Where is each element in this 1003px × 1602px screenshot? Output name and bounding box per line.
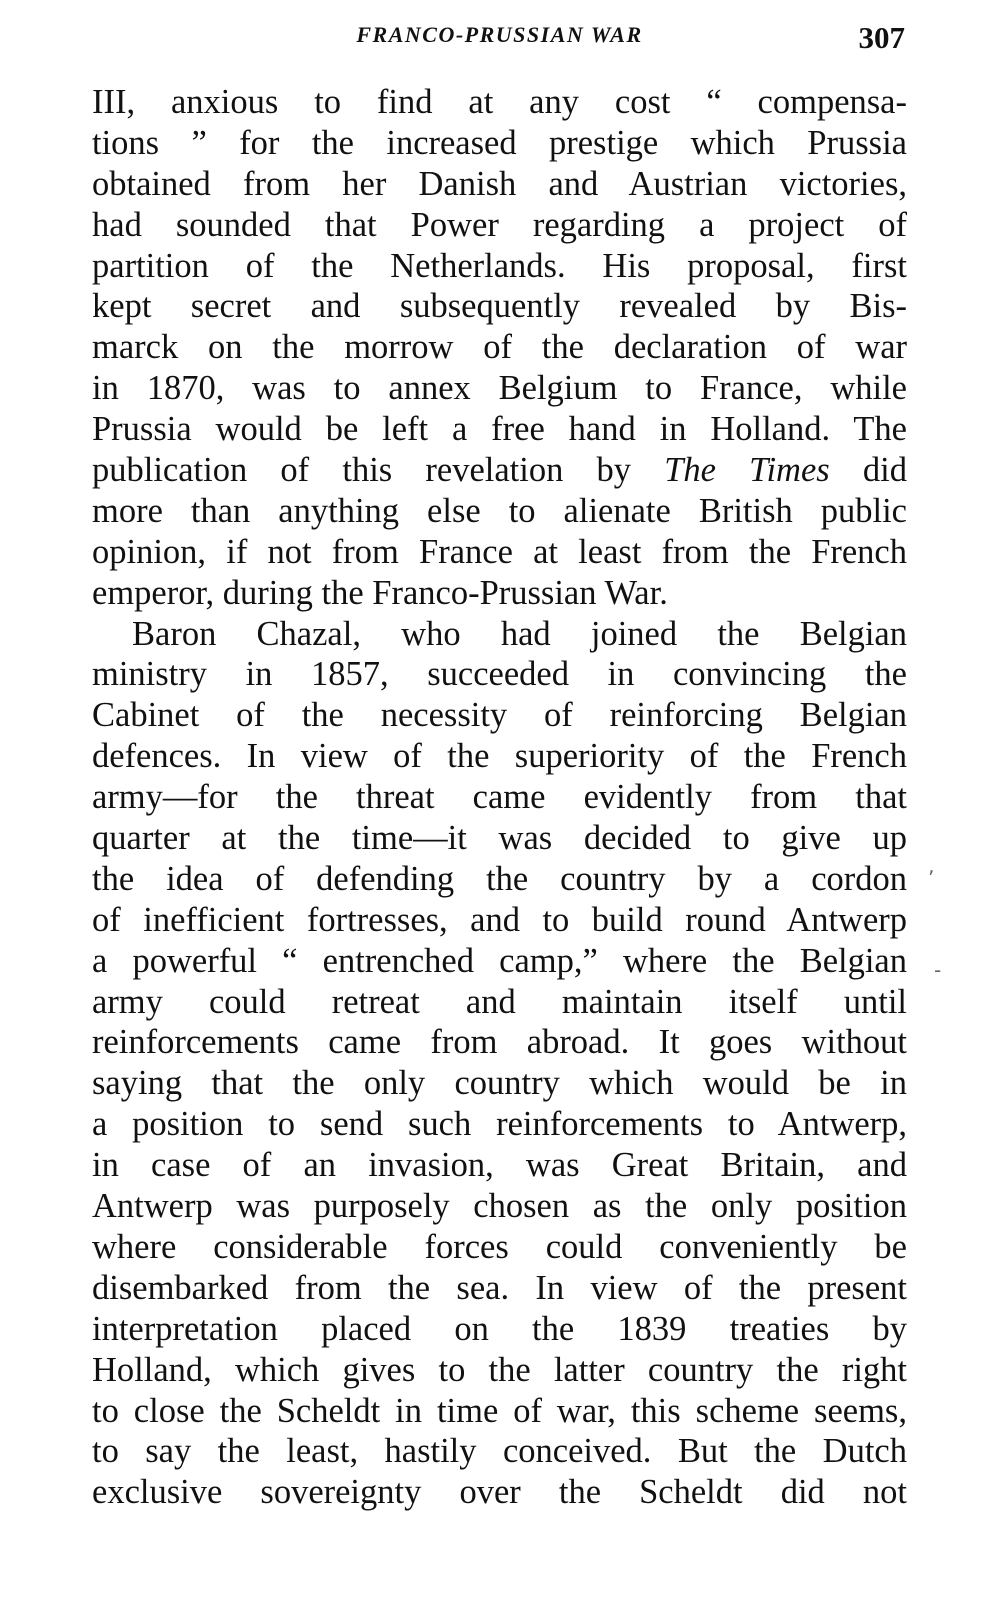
text-line: ministry in 1857, succeeded in convincing the xyxy=(92,655,907,694)
text-line-with-italic xyxy=(92,450,907,491)
text-line: Antwerp was purposely chosen as the only position xyxy=(92,1187,907,1226)
page-number: 307 xyxy=(858,20,905,55)
running-head xyxy=(92,20,907,60)
paragraph-1 xyxy=(92,82,907,614)
text-line: interpretation placed on the 1839 treaties by xyxy=(92,1309,907,1348)
text-line: had sounded that Power regarding a project of xyxy=(92,205,907,244)
text-line: where considerable forces could conveniently be xyxy=(92,1227,907,1266)
text-line: opinion, if not from France at least from the French xyxy=(92,532,907,571)
text-line: Baron Chazal, who had joined the Belgian xyxy=(132,614,907,653)
text-line: of inefficient fortresses, and to build round Antwerp xyxy=(92,900,907,939)
text-line: marck on the morrow of the declaration of war xyxy=(92,328,907,367)
running-title: FRANCO-PRUSSIAN WAR xyxy=(356,22,643,47)
text-line: the idea of defending the country by a cordon xyxy=(92,859,907,898)
text-line: a position to send such reinforcements to Antwerp, xyxy=(92,1105,907,1144)
text-line: exclusive sovereignty over the Scheldt did not xyxy=(92,1473,907,1512)
newspaper-title: The Times xyxy=(664,451,830,490)
text-line: partition of the Netherlands. His proposal, first xyxy=(92,246,907,285)
text-line: in 1870, was to annex Belgium to France, while xyxy=(92,369,907,408)
text-line: in case of an invasion, was Great Britain, and xyxy=(92,1146,907,1185)
text-fragment: publication of this revelation by xyxy=(92,451,665,490)
body-text xyxy=(92,82,907,1513)
text-line: more than anything else to alienate British public xyxy=(92,491,907,530)
text-line: quarter at the time—it was decided to give up xyxy=(92,819,907,858)
paragraph-2 xyxy=(92,614,907,1514)
text-line: saying that the only country which would be in xyxy=(92,1064,907,1103)
text-line: to say the least, hastily conceived. But the Dutch xyxy=(92,1432,907,1471)
text-line: tions ” for the increased prestige which Prussia xyxy=(92,123,907,162)
text-line: Prussia would be left a free hand in Holland. The xyxy=(92,410,907,449)
text-line: emperor, during the Franco-Prussian War. xyxy=(92,573,668,612)
text-line: army could retreat and maintain itself until xyxy=(92,982,907,1021)
text-line: III, anxious to find at any cost “ compensa- xyxy=(92,83,907,121)
text-line: defences. In view of the superiority of the French xyxy=(92,737,907,776)
scan-speck-mark: ʼ xyxy=(928,866,935,890)
text-line: Cabinet of the necessity of reinforcing Belgian xyxy=(92,696,907,735)
text-line: kept secret and subsequently revealed by Bis- xyxy=(92,287,907,326)
text-line: reinforcements came from abroad. It goes without xyxy=(92,1023,907,1062)
text-line: to close the Scheldt in time of war, this scheme seems, xyxy=(92,1391,907,1430)
text-line: Holland, which gives to the latter country the right xyxy=(92,1350,907,1389)
text-line: disembarked from the sea. In view of the present xyxy=(92,1268,907,1307)
text-line: army—for the threat came evidently from that xyxy=(92,778,907,817)
text-line: obtained from her Danish and Austrian victories, xyxy=(92,164,907,203)
text-fragment: did xyxy=(829,451,908,490)
text-line: a powerful “ entrenched camp,” where the Belgian xyxy=(92,941,907,980)
scan-speck-mark: - xyxy=(934,958,942,982)
